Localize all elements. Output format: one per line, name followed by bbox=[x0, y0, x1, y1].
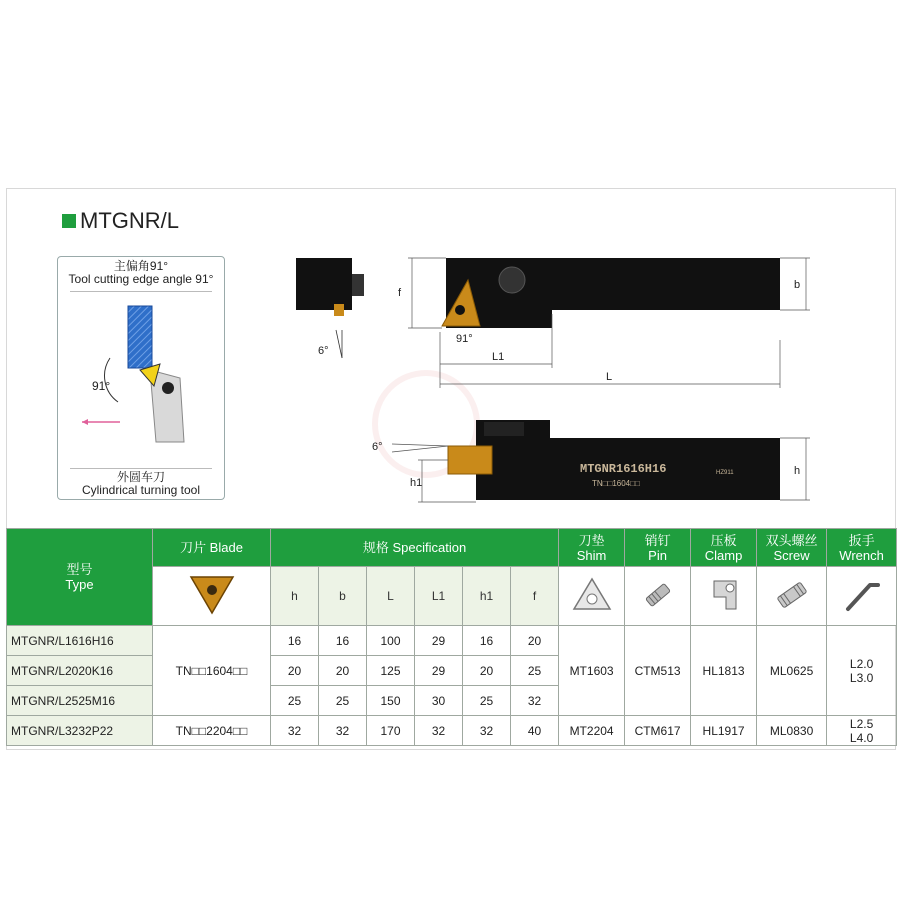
end-view-body bbox=[296, 258, 352, 310]
header-row bbox=[7, 529, 897, 567]
L-cell: 125 bbox=[367, 656, 415, 686]
turning-illustration bbox=[70, 292, 212, 468]
blade-cell: TN□□2204□□ bbox=[153, 716, 271, 746]
dim-91-label: 91° bbox=[456, 333, 473, 345]
wrench-header: 扳手 Wrench bbox=[827, 529, 897, 567]
h1-cell: 16 bbox=[463, 626, 511, 656]
side-view-insert bbox=[448, 446, 492, 474]
angle-illustration bbox=[70, 291, 212, 469]
title-marker-icon bbox=[62, 214, 76, 228]
f-cell: 32 bbox=[511, 686, 559, 716]
spec-table bbox=[6, 528, 897, 746]
type-header bbox=[7, 529, 153, 626]
dim-L-col: L bbox=[367, 567, 415, 626]
dim-h1-col: h1 bbox=[463, 567, 511, 626]
end-angle-label: 6° bbox=[318, 345, 329, 357]
clamp-screw-shape bbox=[162, 382, 174, 394]
wrench-cell bbox=[827, 716, 897, 746]
h1-cell: 25 bbox=[463, 686, 511, 716]
type-cell: MTGNR/L3232P22 bbox=[7, 716, 153, 746]
pin-header: 销钉 Pin bbox=[625, 529, 691, 567]
wrench-cell bbox=[827, 626, 897, 716]
dim-L-label: L bbox=[606, 371, 613, 383]
f-cell: 20 bbox=[511, 626, 559, 656]
tool-type-cn: 外圆车刀 bbox=[116, 470, 165, 484]
pin-cell: CTM617 bbox=[625, 716, 691, 746]
b-cell: 32 bbox=[319, 716, 367, 746]
type-header-en: Type bbox=[65, 577, 94, 592]
angle-caption-cn: 主偏角91° bbox=[113, 259, 169, 273]
h-cell: 20 bbox=[271, 656, 319, 686]
top-view-clamp bbox=[499, 267, 525, 293]
blade-insert-icon bbox=[187, 573, 237, 617]
shim-header: 刀垫 Shim bbox=[559, 529, 625, 567]
type-header-cn: 型号 bbox=[66, 562, 93, 577]
shim-image-cell bbox=[559, 567, 625, 626]
wrench-size-b: L4.0 bbox=[849, 730, 874, 745]
screw-header: 双头螺丝 Screw bbox=[757, 529, 827, 567]
wrench-image-cell bbox=[827, 567, 897, 626]
h-cell: 16 bbox=[271, 626, 319, 656]
b-cell: 16 bbox=[319, 626, 367, 656]
clamp-header: 压板 Clamp bbox=[691, 529, 757, 567]
dim-f-col: f bbox=[511, 567, 559, 626]
dim-h-col: h bbox=[271, 567, 319, 626]
dim-b-label: b bbox=[794, 279, 801, 291]
page-title bbox=[62, 208, 179, 234]
shim-icon bbox=[570, 575, 614, 615]
pin-image-cell bbox=[625, 567, 691, 626]
f-cell: 40 bbox=[511, 716, 559, 746]
table-row bbox=[7, 716, 897, 746]
dim-h1-label: h1 bbox=[410, 477, 423, 489]
L1-cell: 32 bbox=[415, 716, 463, 746]
end-view-insert bbox=[334, 304, 344, 316]
workpiece-shape bbox=[128, 306, 152, 368]
wrench-size-a: L2.5 bbox=[849, 716, 874, 731]
dim-L1-label: L1 bbox=[492, 351, 505, 363]
screw-cell: ML0830 bbox=[757, 716, 827, 746]
pin-icon bbox=[636, 575, 680, 615]
L-cell: 100 bbox=[367, 626, 415, 656]
wrench-size-a: L2.0 bbox=[849, 656, 874, 671]
blade-cell: TN□□1604□□ bbox=[153, 626, 271, 716]
side-view-clamp bbox=[484, 422, 524, 436]
shim-cell: MT2204 bbox=[559, 716, 625, 746]
clamp-cell: HL1917 bbox=[691, 716, 757, 746]
L1-cell: 29 bbox=[415, 626, 463, 656]
L1-cell: 30 bbox=[415, 686, 463, 716]
dim-f-label: f bbox=[398, 287, 402, 299]
f-cell: 25 bbox=[511, 656, 559, 686]
h-cell: 25 bbox=[271, 686, 319, 716]
hex-key-icon bbox=[840, 575, 884, 615]
dim-b-col: b bbox=[319, 567, 367, 626]
shim-cell: MT1603 bbox=[559, 626, 625, 716]
angle-caption-en: Tool cutting edge angle 91° bbox=[68, 272, 214, 286]
side-angle-label: 6° bbox=[372, 441, 383, 453]
tool-insert-code: TN□□1604□□ bbox=[592, 479, 640, 488]
tool-small-marking: HZ911 bbox=[716, 470, 734, 476]
end-view-angle-line bbox=[336, 330, 342, 358]
arrow-head-icon bbox=[82, 419, 88, 425]
h1-cell: 20 bbox=[463, 656, 511, 686]
L1-cell: 29 bbox=[415, 656, 463, 686]
page-title-text: MTGNR/L bbox=[80, 208, 179, 233]
dim-L1-col: L1 bbox=[415, 567, 463, 626]
type-cell: MTGNR/L2525M16 bbox=[7, 686, 153, 716]
cutting-angle-panel bbox=[57, 256, 225, 500]
table-row bbox=[7, 626, 897, 656]
top-view-shank bbox=[552, 258, 780, 310]
angle-value-label: 91° bbox=[92, 379, 111, 393]
type-cell: MTGNR/L2020K16 bbox=[7, 656, 153, 686]
tool-marking: MTGNR1616H16 bbox=[580, 462, 667, 476]
insert-hole bbox=[455, 305, 465, 315]
b-cell: 20 bbox=[319, 656, 367, 686]
h-cell: 32 bbox=[271, 716, 319, 746]
blade-image-cell bbox=[153, 567, 271, 626]
clamp-cell: HL1813 bbox=[691, 626, 757, 716]
tool-drawing bbox=[280, 240, 820, 510]
L-cell: 170 bbox=[367, 716, 415, 746]
screw-icon bbox=[770, 575, 814, 615]
dim-h-label: h bbox=[794, 465, 801, 477]
blade-header: 刀片 Blade bbox=[153, 529, 271, 567]
clamp-icon bbox=[702, 575, 746, 615]
screw-cell: ML0625 bbox=[757, 626, 827, 716]
tool-type-en: Cylindrical turning tool bbox=[81, 483, 201, 497]
wrench-size-b: L3.0 bbox=[849, 670, 874, 685]
end-view-screw bbox=[352, 274, 364, 296]
h1-cell: 32 bbox=[463, 716, 511, 746]
b-cell: 25 bbox=[319, 686, 367, 716]
pin-cell: CTM513 bbox=[625, 626, 691, 716]
type-cell: MTGNR/L1616H16 bbox=[7, 626, 153, 656]
screw-image-cell bbox=[757, 567, 827, 626]
spec-header: 规格 Specification bbox=[271, 529, 559, 567]
L-cell: 150 bbox=[367, 686, 415, 716]
clamp-image-cell bbox=[691, 567, 757, 626]
